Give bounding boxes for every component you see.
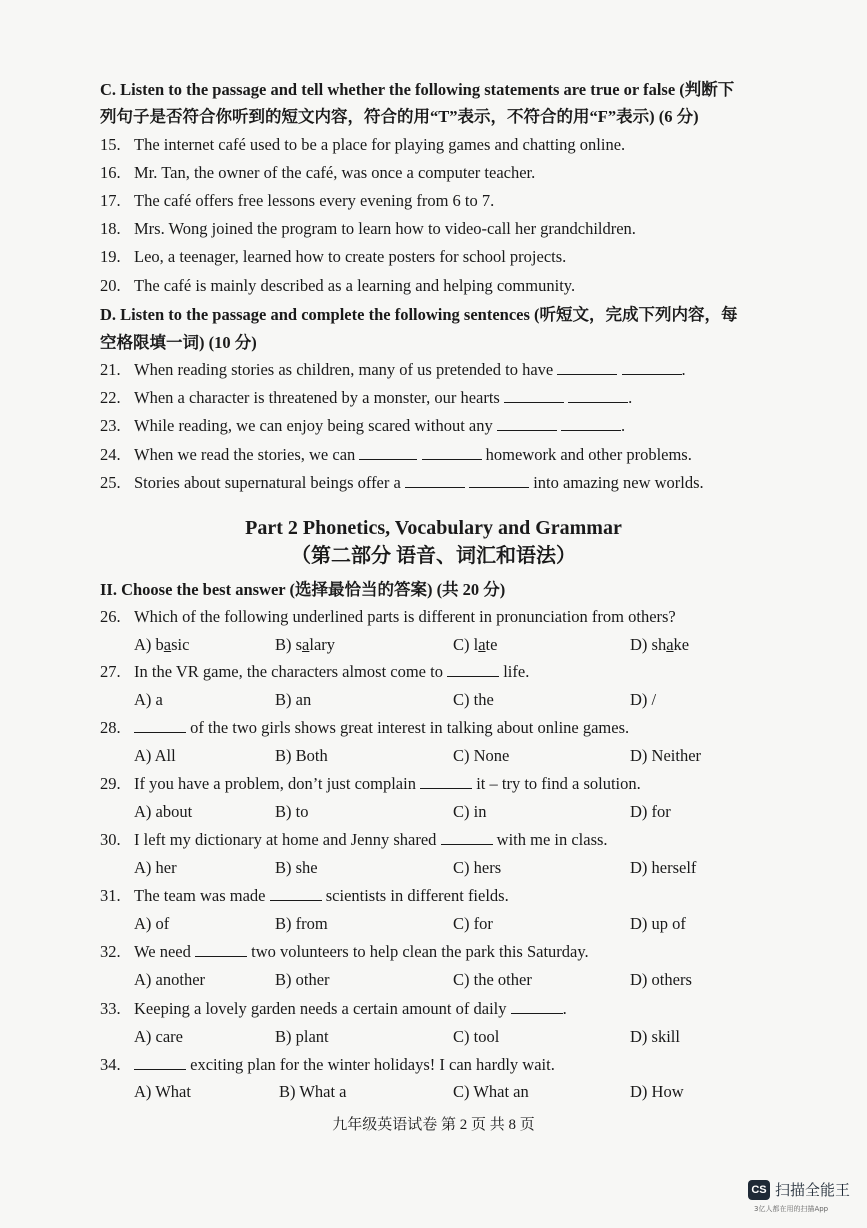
question-text: The café is mainly described as a learning and helping community. bbox=[134, 276, 576, 295]
option-d[interactable]: D) up of bbox=[630, 914, 686, 933]
answer-blank[interactable] bbox=[422, 445, 482, 460]
answer-blank[interactable] bbox=[447, 662, 499, 677]
answer-blank[interactable] bbox=[557, 360, 617, 375]
question-text: We need two volunteers to help clean the park this Saturday. bbox=[134, 942, 589, 961]
question-number: 27. bbox=[100, 662, 121, 681]
answer-blank[interactable] bbox=[622, 360, 682, 375]
question-text: When reading stories as children, many of us pretended to have . bbox=[134, 360, 686, 379]
question-text: of the two girls shows great interest in talking about online games. bbox=[134, 718, 629, 738]
option-b[interactable]: B) plant bbox=[275, 1027, 329, 1046]
answer-blank[interactable] bbox=[359, 445, 417, 460]
option-a[interactable]: A) a bbox=[134, 690, 163, 709]
answer-blank[interactable] bbox=[420, 774, 472, 789]
question-text: Which of the following underlined parts is different in pronunciation from others? bbox=[134, 607, 676, 626]
question-number: 31. bbox=[100, 886, 121, 905]
option-c[interactable]: C) the other bbox=[453, 970, 532, 989]
answer-blank[interactable] bbox=[469, 473, 529, 488]
question-number: 33. bbox=[100, 999, 121, 1018]
option-c[interactable]: C) tool bbox=[453, 1027, 500, 1046]
question-number: 23. bbox=[100, 416, 121, 435]
option-c[interactable]: C) What an bbox=[453, 1082, 529, 1101]
question-text: I left my dictionary at home and Jenny shared with me in class. bbox=[134, 830, 608, 849]
option-b[interactable]: B) What a bbox=[279, 1082, 347, 1101]
option-c[interactable]: C) the bbox=[453, 690, 494, 709]
question-text: Mrs. Wong joined the program to learn how to video-call her grandchildren. bbox=[134, 219, 636, 238]
answer-blank[interactable] bbox=[504, 388, 564, 403]
question-text: Stories about supernatural beings offer a into amazing new worlds. bbox=[134, 473, 704, 492]
option-b[interactable]: B) other bbox=[275, 970, 330, 989]
option-c[interactable]: C) for bbox=[453, 914, 493, 933]
option-b[interactable]: B) an bbox=[275, 690, 312, 709]
answer-blank[interactable] bbox=[441, 830, 493, 845]
question-number: 29. bbox=[100, 774, 121, 793]
option-b[interactable]: B) salary bbox=[275, 635, 336, 654]
question-number: 32. bbox=[100, 942, 121, 961]
question-number: 28. bbox=[100, 718, 121, 737]
question-number: 18. bbox=[100, 219, 121, 238]
question-text: Leo, a teenager, learned how to create posters for school projects. bbox=[134, 247, 567, 266]
option-d[interactable]: D) herself bbox=[630, 858, 697, 877]
question-text: If you have a problem, don’t just complain it – try to find a solution. bbox=[134, 774, 641, 793]
part-2-title: Part 2 Phonetics, Vocabulary and Grammar bbox=[245, 517, 622, 539]
question-text: The team was made scientists in different fields. bbox=[134, 886, 509, 905]
camscanner-logo-icon: CS bbox=[748, 1180, 770, 1200]
section-d-heading-line2: 空格限填一词) (10 分) bbox=[100, 333, 257, 352]
section-c-heading-line1: C. Listen to the passage and tell whether the following statements are true or false (判断下 bbox=[100, 80, 735, 99]
question-number: 24. bbox=[100, 445, 121, 464]
option-a[interactable]: A) basic bbox=[134, 635, 190, 654]
answer-blank[interactable] bbox=[511, 999, 563, 1014]
question-text: The internet café used to be a place for playing games and chatting online. bbox=[134, 135, 626, 154]
option-a[interactable]: A) All bbox=[134, 746, 176, 765]
option-c[interactable]: C) late bbox=[453, 635, 498, 654]
question-number: 21. bbox=[100, 360, 121, 379]
answer-blank[interactable] bbox=[195, 942, 247, 957]
question-text: When we read the stories, we can homework and other problems. bbox=[134, 445, 692, 464]
option-c[interactable]: C) in bbox=[453, 802, 487, 821]
option-c[interactable]: C) hers bbox=[453, 858, 502, 877]
option-d[interactable]: D) How bbox=[630, 1082, 684, 1101]
option-c[interactable]: C) None bbox=[453, 746, 510, 765]
option-d[interactable]: D) skill bbox=[630, 1027, 680, 1046]
question-number: 17. bbox=[100, 191, 121, 210]
question-number: 16. bbox=[100, 163, 121, 182]
question-text: exciting plan for the winter holidays! I can hardly wait. bbox=[134, 1055, 555, 1075]
option-b[interactable]: B) from bbox=[275, 914, 328, 933]
page-footer: 九年级英语试卷 第 2 页 共 8 页 bbox=[332, 1117, 535, 1133]
question-number: 19. bbox=[100, 247, 121, 266]
question-number: 34. bbox=[100, 1055, 121, 1074]
question-text: The café offers free lessons every evening from 6 to 7. bbox=[134, 191, 495, 210]
part-2-subtitle: （第二部分 语音、词汇和语法） bbox=[291, 545, 576, 567]
option-a[interactable]: A) What bbox=[134, 1082, 191, 1101]
option-b[interactable]: B) she bbox=[275, 858, 318, 877]
answer-blank[interactable] bbox=[405, 473, 465, 488]
option-a[interactable]: A) of bbox=[134, 914, 170, 933]
question-number: 25. bbox=[100, 473, 121, 492]
option-a[interactable]: A) about bbox=[134, 802, 193, 821]
option-a[interactable]: A) another bbox=[134, 970, 206, 989]
question-text: While reading, we can enjoy being scared without any . bbox=[134, 416, 626, 435]
option-d[interactable]: D) / bbox=[630, 690, 657, 709]
question-number: 20. bbox=[100, 276, 121, 295]
answer-blank[interactable] bbox=[561, 416, 621, 431]
option-d[interactable]: D) for bbox=[630, 802, 671, 821]
question-number: 30. bbox=[100, 830, 121, 849]
answer-blank[interactable] bbox=[134, 718, 186, 733]
watermark-tagline: 3亿人都在用的扫描App bbox=[754, 1205, 829, 1213]
question-text: In the VR game, the characters almost come to life. bbox=[134, 662, 530, 681]
option-a[interactable]: A) care bbox=[134, 1027, 184, 1046]
answer-blank[interactable] bbox=[134, 1055, 186, 1070]
question-number: 22. bbox=[100, 388, 121, 407]
option-a[interactable]: A) her bbox=[134, 858, 177, 877]
option-d[interactable]: D) others bbox=[630, 970, 692, 989]
option-b[interactable]: B) Both bbox=[275, 746, 328, 765]
section-c-heading-line2: 列句子是否符合你听到的短文内容，符合的用“T”表示，不符合的用“F”表示) (6 分) bbox=[100, 107, 699, 126]
section-ii-heading: II. Choose the best answer (选择最恰当的答案) (共 20 分) bbox=[100, 580, 506, 599]
option-d[interactable]: D) Neither bbox=[630, 746, 702, 765]
answer-blank[interactable] bbox=[270, 886, 322, 901]
camscanner-watermark bbox=[748, 1178, 851, 1218]
option-b[interactable]: B) to bbox=[275, 802, 309, 821]
watermark-name: 扫描全能王 bbox=[775, 1181, 851, 1199]
question-number: 15. bbox=[100, 135, 121, 154]
question-text: Mr. Tan, the owner of the café, was once a computer teacher. bbox=[134, 163, 536, 182]
question-text: Keeping a lovely garden needs a certain amount of daily . bbox=[134, 999, 567, 1018]
question-text: When a character is threatened by a monster, our hearts . bbox=[134, 388, 633, 407]
section-d-heading-line1: D. Listen to the passage and complete the following sentences (听短文，完成下列内容，每 bbox=[100, 305, 738, 324]
answer-blank[interactable] bbox=[497, 416, 557, 431]
question-number: 26. bbox=[100, 607, 121, 626]
answer-blank[interactable] bbox=[568, 388, 628, 403]
option-d[interactable]: D) shake bbox=[630, 635, 690, 654]
